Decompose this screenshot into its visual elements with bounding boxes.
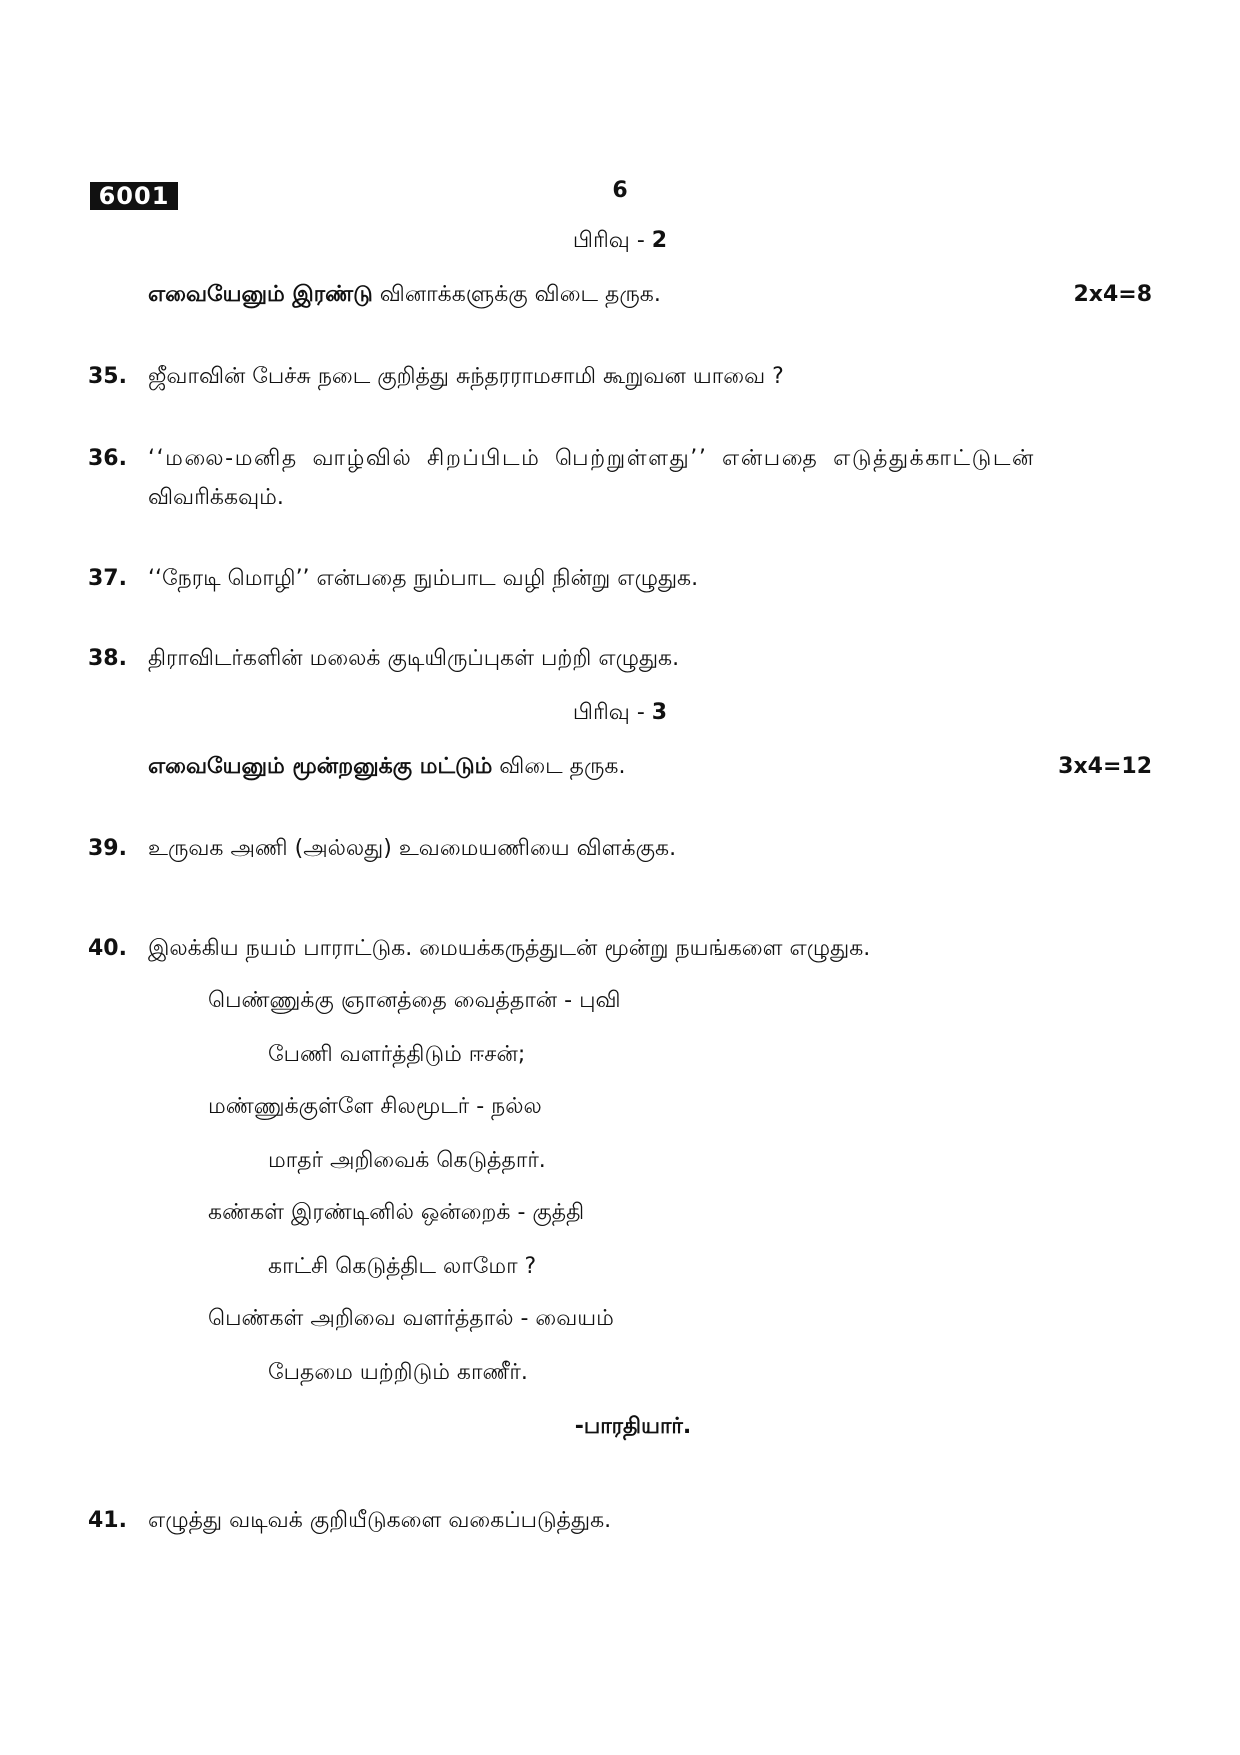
section-2-heading-text: பிரிவு - — [572, 228, 652, 253]
poem-line-6: காட்சி கெடுத்திட லாமோ ? — [268, 1254, 537, 1279]
page-number: 6 — [612, 178, 628, 203]
poem-line-1: பெண்ணுக்கு ஞானத்தை வைத்தான் - புவி — [208, 988, 621, 1013]
section-3-instruction-rest: விடை தருக. — [492, 754, 626, 779]
section-2-heading-num: 2 — [651, 228, 668, 253]
q36-line-2: விவரிக்கவும். — [148, 485, 284, 510]
q38-text: திராவிடர்களின் மலைக் குடியிருப்புகள் பற்றி எழுதுக. — [148, 646, 680, 671]
section-3-instruction — [148, 754, 625, 782]
q39-text: உருவக அணி (அல்லது) உவமையணியை விளக்குக. — [148, 836, 677, 861]
q36-line-1: ‘‘மலை-மனித வாழ்வில் சிறப்பிடம் பெற்றுள்ளது’’ என்பதை எடுத்துக்காட்டுடன் — [148, 446, 1035, 471]
q37-number: 37. — [88, 566, 127, 591]
section-3-marks: 3x4=12 — [1058, 754, 1152, 779]
q41-text: எழுத்து வடிவக் குறியீடுகளை வகைப்படுத்துக. — [148, 1508, 612, 1533]
q40-text: இலக்கிய நயம் பாராட்டுக. மையக்கருத்துடன் மூன்று நயங்களை எழுதுக. — [148, 936, 871, 961]
q38-number: 38. — [88, 646, 127, 671]
q37-text: ‘‘நேரடி மொழி’’ என்பதை நும்பாட வழி நின்று எழுதுக. — [148, 566, 699, 591]
q39-number: 39. — [88, 836, 127, 861]
section-2-marks: 2x4=8 — [1073, 282, 1152, 307]
poem-author: -பாரதியார். — [574, 1414, 692, 1439]
poem-line-2: பேணி வளர்த்திடும் ஈசன்; — [268, 1042, 526, 1067]
q36-text — [148, 446, 1035, 513]
q36-number: 36. — [88, 446, 127, 471]
section-3-heading — [0, 700, 1240, 728]
poem-line-7: பெண்கள் அறிவை வளர்த்தால் - வையம் — [208, 1306, 614, 1331]
q41-number: 41. — [88, 1508, 127, 1533]
section-2-instruction-bold: எவையேனும் இரண்டு — [148, 282, 373, 307]
section-3-instruction-bold: எவையேனும் மூன்றனுக்கு மட்டும் — [148, 754, 493, 779]
poem-line-8: பேதமை யற்றிடும் காணீர். — [268, 1360, 528, 1385]
q40-number: 40. — [88, 936, 127, 961]
section-3-heading-text: பிரிவு - — [572, 700, 652, 725]
section-2-heading — [0, 228, 1240, 256]
section-2-instruction — [148, 282, 661, 310]
section-2-instruction-rest: வினாக்களுக்கு விடை தருக. — [372, 282, 661, 307]
q35-text: ஜீவாவின் பேச்சு நடை குறித்து சுந்தரராமசாமி கூறுவன யாவை ? — [148, 364, 784, 389]
paper-code: 6001 — [90, 182, 178, 210]
q35-number: 35. — [88, 364, 127, 389]
poem-line-5: கண்கள் இரண்டினில் ஒன்றைக் - குத்தி — [208, 1200, 585, 1225]
poem-line-3: மண்ணுக்குள்ளே சிலமூடர் - நல்ல — [208, 1094, 542, 1119]
section-3-heading-num: 3 — [651, 700, 668, 725]
poem-line-4: மாதர் அறிவைக் கெடுத்தார். — [268, 1148, 546, 1173]
